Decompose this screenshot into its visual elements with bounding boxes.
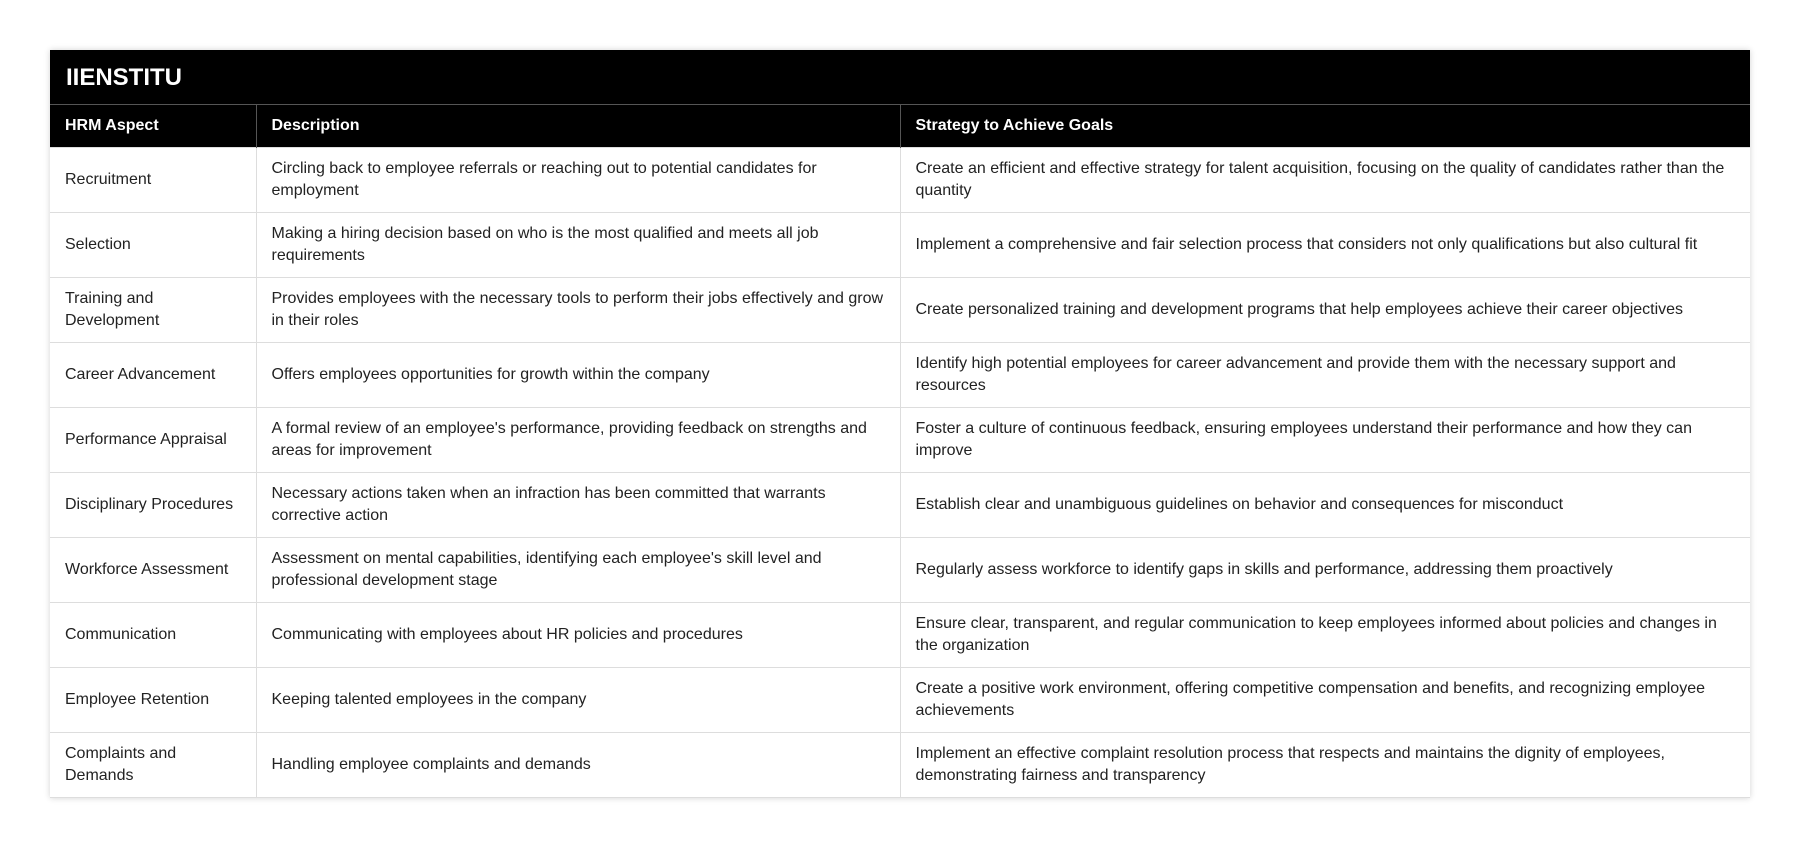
table-row [50,277,1750,342]
cell-description: Assessment on mental capabilities, identifying each employee's skill level and professional development stage [256,537,900,602]
cell-strategy: Implement an effective complaint resolution process that respects and maintains the dignity of employees, demonstrating fairness and transparency [900,732,1750,797]
cell-aspect: Career Advancement [50,342,256,407]
cell-strategy: Establish clear and unambiguous guidelines on behavior and consequences for misconduct [900,472,1750,537]
cell-description: A formal review of an employee's performance, providing feedback on strengths and areas for improvement [256,407,900,472]
table-row [50,602,1750,667]
hrm-table-container [50,50,1750,798]
cell-strategy: Implement a comprehensive and fair selection process that considers not only qualifications but also cultural fit [900,212,1750,277]
cell-description: Keeping talented employees in the company [256,667,900,732]
table-row [50,147,1750,212]
cell-aspect: Performance Appraisal [50,407,256,472]
header-hrm-aspect: HRM Aspect [50,105,256,147]
cell-aspect: Disciplinary Procedures [50,472,256,537]
cell-strategy: Create a positive work environment, offering competitive compensation and benefits, and recognizing employee achievements [900,667,1750,732]
cell-aspect: Complaints and Demands [50,732,256,797]
cell-strategy: Identify high potential employees for career advancement and provide them with the necessary support and resources [900,342,1750,407]
table-body [50,147,1750,797]
cell-aspect: Communication [50,602,256,667]
cell-description: Circling back to employee referrals or reaching out to potential candidates for employment [256,147,900,212]
table-row [50,537,1750,602]
cell-description: Provides employees with the necessary tools to perform their jobs effectively and grow in their roles [256,277,900,342]
table-row [50,342,1750,407]
cell-strategy: Create personalized training and development programs that help employees achieve their career objectives [900,277,1750,342]
header-row [50,105,1750,147]
table-row [50,472,1750,537]
cell-strategy: Ensure clear, transparent, and regular communication to keep employees informed about policies and changes in the organization [900,602,1750,667]
cell-description: Handling employee complaints and demands [256,732,900,797]
table-header [50,105,1750,147]
header-description: Description [256,105,900,147]
table-row [50,407,1750,472]
cell-aspect: Recruitment [50,147,256,212]
cell-description: Making a hiring decision based on who is the most qualified and meets all job requirements [256,212,900,277]
header-strategy: Strategy to Achieve Goals [900,105,1750,147]
cell-description: Communicating with employees about HR policies and procedures [256,602,900,667]
cell-aspect: Selection [50,212,256,277]
cell-strategy: Regularly assess workforce to identify gaps in skills and performance, addressing them proactively [900,537,1750,602]
cell-aspect: Employee Retention [50,667,256,732]
cell-aspect: Training and Development [50,277,256,342]
cell-description: Offers employees opportunities for growth within the company [256,342,900,407]
cell-aspect: Workforce Assessment [50,537,256,602]
cell-strategy: Foster a culture of continuous feedback, ensuring employees understand their performance and how they can improve [900,407,1750,472]
cell-strategy: Create an efficient and effective strategy for talent acquisition, focusing on the quality of candidates rather than the quantity [900,147,1750,212]
table-row [50,667,1750,732]
cell-description: Necessary actions taken when an infraction has been committed that warrants corrective action [256,472,900,537]
table-caption: IIENSTITU [50,50,1750,105]
table-row [50,732,1750,797]
table-row [50,212,1750,277]
hrm-table [50,105,1750,798]
